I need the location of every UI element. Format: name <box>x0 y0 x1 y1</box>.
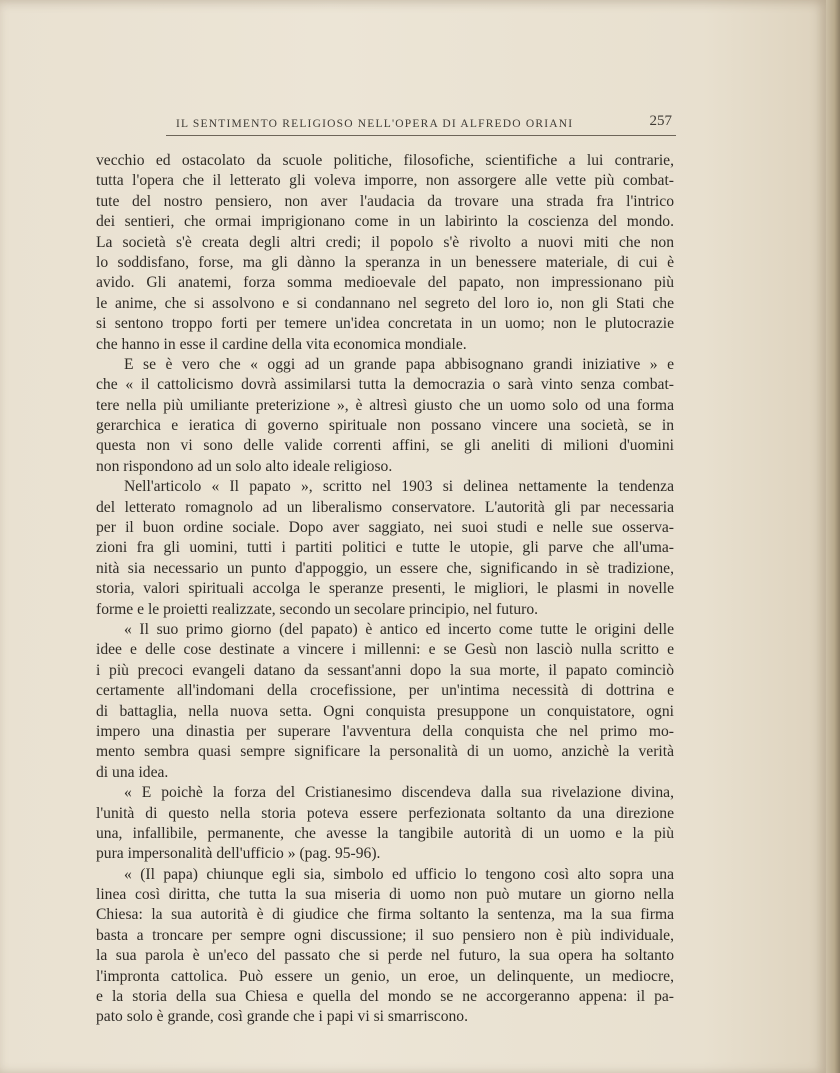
text-line: La società s'è creata degli altri credi; il popolo s'è rivolto a nuovi miti che non <box>96 233 674 251</box>
paragraph <box>96 620 674 783</box>
text-line: lo soddisfano, forse, ma gli dànno la speranza in un benessere materiale, di cui è <box>96 253 674 271</box>
text-line: Nell'articolo « Il papato », scritto nel 1903 si delinea nettamente la tendenza <box>124 478 674 496</box>
paragraph <box>96 151 674 355</box>
paragraph <box>96 477 674 620</box>
text-line: si sentono troppo forti per temere un'idea concretata in un uomo; non le plutocrazie <box>96 315 674 333</box>
text-line: le anime, che si assolvono e si condannano nel segreto del loro io, non gli Stati che <box>96 294 674 312</box>
text-line: che hanno in esse il cardine della vita economica mondiale. <box>96 335 467 353</box>
text-line: del letterato romagnolo ad un liberalismo conservatore. L'autorità gli par necessaria <box>96 498 674 516</box>
text-line: vecchio ed ostacolato da scuole politiche, filosofiche, scientifiche a lui contrarie, <box>96 152 674 169</box>
text-line: la sua parola è un'eco del passato che si perde nel futuro, la sua opera ha soltanto <box>96 947 674 965</box>
paragraph <box>96 783 674 865</box>
text-line: gerarchica e ieratica di governo spirituale non possano vincere una società, se in <box>96 417 674 435</box>
text-line: certamente all'indomani della crocefissione, per un'intima necessità di dottrina e <box>96 682 674 700</box>
text-line: mento sembra quasi sempre significare la personalità di un uomo, anzichè la verità <box>96 743 674 761</box>
text-line: una, infallibile, permanente, che avesse la tangibile autorità di un uomo e la più <box>96 824 674 842</box>
text-line: i più precoci evangeli datano da sessant'anni dopo la sua morte, il papato cominciò <box>96 661 674 679</box>
text-line: forme e le proietti realizzate, secondo un secolare principio, nel futuro. <box>96 600 539 618</box>
text-line: « (Il papa) chiunque egli sia, simbolo ed ufficio lo tengono così alto sopra una <box>124 865 674 883</box>
text-line: non rispondono ad un solo alto ideale religioso. <box>96 457 393 475</box>
text-line: questa non vi sono delle valide correnti affini, se gli aneliti di milioni d'uomini <box>96 437 674 455</box>
text-line: impero una dinastia per superare l'avventura della conquista che nel primo mo- <box>96 722 674 740</box>
text-line: di una idea. <box>96 763 169 781</box>
text-line: linea così diritta, che tutta la sua miseria di uomo non può mutare un giorno nella <box>96 886 674 904</box>
text-line: di battaglia, nella nuova setta. Ogni conquista presuppone un conquistatore, ogni <box>96 702 674 720</box>
body-text <box>96 151 674 1028</box>
page-number: 257 <box>649 113 672 129</box>
page-header <box>166 113 676 136</box>
text-line: l'unità di questo nella storia poteva essere perfezionata soltanto da una direzione <box>96 804 674 822</box>
text-line: tute del nostro pensiero, non aver l'audacia da trovare una strada fra l'intrico <box>96 192 674 210</box>
page-edge <box>826 0 840 1073</box>
text-line: dei sentieri, che ormai imprigionano come in un labirinto la coscienza del mondo. <box>96 213 674 231</box>
text-line: Chiesa: la sua autorità è di giudice che firma soltanto la sentenza, ma la sua firma <box>96 906 674 924</box>
text-line: pato solo è grande, così grande che i papi vi si smarriscono. <box>96 1008 468 1026</box>
text-line: tutta l'opera che il letterato gli voleva imporre, non assorgere alle vette più combat- <box>96 172 674 190</box>
text-line: E se è vero che « oggi ad un grande papa abbisognano grandi iniziative » e <box>124 355 674 373</box>
text-line: zioni fra gli uomini, tutti i partiti politici e tutte le utopie, gli parve che all'uma- <box>96 539 674 557</box>
text-line: che « il cattolicismo dovrà assimilarsi tutta la democrazia o sarà vinto senza combat- <box>96 376 674 394</box>
text-line: per il buon ordine sociale. Dopo aver saggiato, nei suoi studi e nelle sue osserva- <box>96 519 674 537</box>
text-line: « E poichè la forza del Cristianesimo discendeva dalla sua rivelazione divina, <box>124 784 674 802</box>
text-line: pura impersonalità dell'ufficio » (pag. 95-96). <box>96 845 381 863</box>
running-title: IL SENTIMENTO RELIGIOSO NELL'OPERA DI ALFREDO ORIANI <box>176 118 574 130</box>
paragraph <box>96 865 674 1028</box>
text-line: tere nella più umiliante preterizione », è altresì giusto che un uomo solo od una forma <box>96 396 674 414</box>
text-line: e la storia della sua Chiesa e quella del mondo se ne accorgeranno appena: il pa- <box>96 988 674 1006</box>
text-line: « Il suo primo giorno (del papato) è antico ed incerto come tutte le origini delle <box>124 620 674 638</box>
text-line: storia, valori spirituali accolga le speranze presenti, le migliori, le plasmi in novelle <box>96 580 674 598</box>
text-line: idee e delle cose destinate a vincere i millenni: e se Gesù non lasciò nulla scritto e <box>96 641 674 659</box>
text-line: nità sia necessario un punto d'appoggio, un essere che, significando in sè tradizione, <box>96 559 674 577</box>
text-line: avido. Gli anatemi, forza somma medioevale del papato, non impressionano più <box>96 274 674 292</box>
paragraph <box>96 355 674 477</box>
text-line: basta a troncare per sempre ogni discussione; il suo pensiero non è più individuale, <box>96 926 674 944</box>
text-line: l'impronta cattolica. Può essere un genio, un eroe, un delinquente, un mediocre, <box>96 967 674 985</box>
